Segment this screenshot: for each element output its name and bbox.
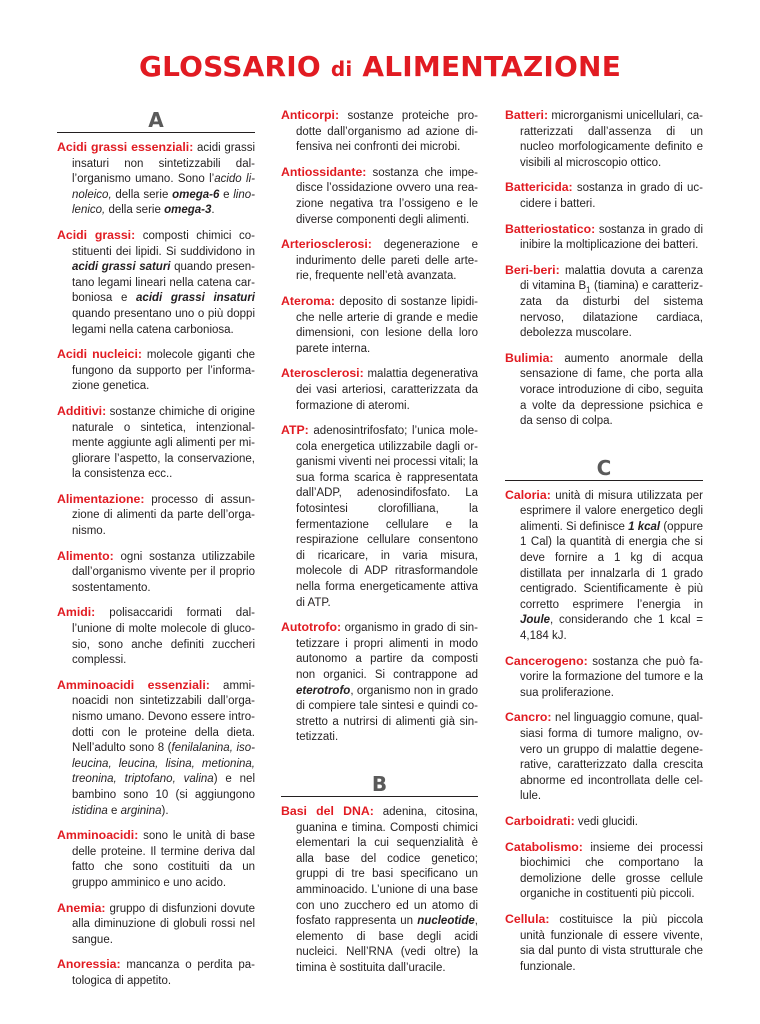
section-letter-c: C [505,456,703,481]
glossary-entry: Cancro: nel linguaggio comune, qualsiasi forma di tumore maligno, ovvero un gruppo di malattie degenerative, caratterizzato dalla crescita abnorme ed incontrollata delle cellule. [505,710,703,803]
glossary-column-2 [281,108,478,986]
glossary-entry: Alimento: ogni sostanza utilizzabile dall’organismo vivente per il proprio sostentamento. [57,548,255,594]
glossary-column-3 [505,108,703,984]
page-title: GLOSSARIO di ALIMENTAZIONE [138,50,622,83]
glossary-entry: Amminoacidi: sono le unità di base delle proteine. Il termine deriva dal fatto che sono costituiti da un gruppo amminico e uno acido. [57,828,255,889]
glossary-entry: Bulimia: aumento anormale della sensazione di fame, che porta alla vorace introduzione di cibo, seguita a volte da depressione psichica e da senso di colpa. [505,350,703,428]
glossary-column-1 [57,108,255,999]
glossary-entry: Basi del DNA: adenina, citosina, guanina e timina. Composti chimici elementari la cui sequenzialità è alla base del codice genetico; gruppi di tre basi specificano un amminoacido. L’unione di una base con uno zucchero ed un atomo di fosfato rappresenta un nucleotide, elemento di base degli acidi nucleici. Nell’RNA (vedi oltre) la timina è sostituita dall’uracile. [281,803,479,974]
glossary-entry: Anticorpi: sostanze proteiche prodotte dall’organismo ad azione difensiva nei confronti dei microbi. [281,108,478,154]
glossary-entry: Batteriostatico: sostanza in grado di inibire la moltiplicazione dei batteri. [505,221,703,252]
glossary-entry: Alimentazione: processo di assunzione di alimenti da parte dell’organismo. [57,491,255,538]
glossary-entry: Cancerogeno: sostanza che può favorire la formazione del tumore e la sua proliferazione. [505,653,703,699]
glossary-entry: Aterosclerosi: malattia degenerativa dei vasi arteriosi, caratterizzata da formazione di ateromi. [281,366,478,412]
glossary-entry: Autotrofo: organismo in grado di sintetizzare i propri alimenti in modo autonomo a partire da composti non organici. Si contrappone ad eterotrofo, organismo non in grado di compiere tale sintesi e quindi costretto a nutrirsi di alimenti già sintetizzati. [281,620,478,744]
glossary-entry: Acidi nucleici: molecole giganti che fungono da supporto per l’informazione genetica. [57,347,255,393]
glossary-entry: Arteriosclerosi: degenerazione e indurimento delle pareti delle arterie, frequente nell’età avanzata. [281,237,478,283]
glossary-entry: Additivi: sostanze chimiche di origine naturale o sintetica, intenzionalmente aggiunte agli alimenti per migliorare l’aspetto, la conservazione, la consistenza ecc.. [57,403,255,481]
glossary-entry: Batteri: microrganismi unicellulari, caratterizzati dall’assenza di un nucleo morfologicamente definito e visibili al microscopio ottico. [505,108,703,169]
glossary-entry: Ateroma: deposito di sostanze lipidiche nelle arterie di grande e medie dimensioni, con lesione della loro parete interna. [281,293,478,355]
glossary-entry: Beri-beri: malattia dovuta a carenza di vitamina $B_1$ (tiamina) e caratterizzata da disturbi del sistema nervoso, dilatazione cardiaca, debolezza muscolare. [505,262,703,340]
glossary-entry: Anoressia: mancanza o perdita patologica di appetito. [57,957,255,987]
glossary-entry: Acidi grassi essenziali: acidi grassi insaturi non sintetizzabili dall’organismo umano. Sono l’acido linoleico, della serie omega-6 e linolenico, della serie omega-3. [57,140,256,217]
glossary-entry: Caloria: unità di misura utilizzata per esprimere il valore energetico degli alimenti. Si definisce 1 kcal (oppure 1 Cal) la quantità di energia che si deve fornire a 1 kg di acqua distillata per innalzarla di 1 grado centigrado. Scientificamente è più corretto esprimere l’energia in Joule, considerando che 1 kcal = 4,184 kJ. [505,487,703,643]
glossary-entry: Catabolismo: insieme dei processi biochimici che comportano la demolizione delle grosse cellule organiche in costituenti più piccoli. [505,839,703,901]
glossary-entry: Anemia: gruppo di disfunzioni dovute alla diminuzione di globuli rossi nel sangue. [57,900,255,946]
glossary-entry: ATP: adenosintrifosfato; l’unica molecola energetica utilizzabile dagli organismi viventi nei processi vitali; la sua forma scarica è rappresentata dall’ADP, adenosindifosfato. La fotosintesi clorofilliana, la fermentazione cellulare e la respirazione cellulare consentono di ricaricare, in varia misura, molecole di ADP ritrasformandole nella forma energeticamente attiva di ATP. [281,423,478,609]
glossary-entry: Carboidrati: vedi glucidi. [505,813,638,828]
glossary-entry: Amidi: polisaccaridi formati dall’unione di molte molecole di glucosio, sono anche definiti zuccheri complessi. [57,605,255,667]
glossary-entry: Cellula: costituisce la più piccola unità funzionale di essere vivente, sia dal punto di vista strutturale che funzionale. [505,911,703,973]
section-letter-a: A [57,108,255,133]
section-letter-b: B [281,772,478,797]
glossary-entry: Battericida: sostanza in grado di uccidere i batteri. [505,180,703,210]
glossary-entry: Acidi grassi: composti chimici costituenti dei lipidi. Si suddividono in acidi grassi saturi quando presentano legami lineari nella catena carboniosa e acidi grassi insaturi quando presentano uno o più doppi legami nella catena carboniosa. [57,227,255,336]
glossary-entry: Amminoacidi essenziali: amminoacidi non sintetizzabili dall’organismo umano. Devono essere introdotti con le proteine della dieta. Nell’adulto sono 8 (fenilalanina, isoleucina, leucina, lisina, metionina, treonina, triptofano, valina) e nel bambino sono 10 (si aggiungono istidina e arginina). [57,677,256,817]
glossary-entry: Antiossidante: sostanza che impedisce l’ossidazione ovvero una reazione negativa tra l’ossigeno e le diverse componenti degli alimenti. [281,164,478,226]
